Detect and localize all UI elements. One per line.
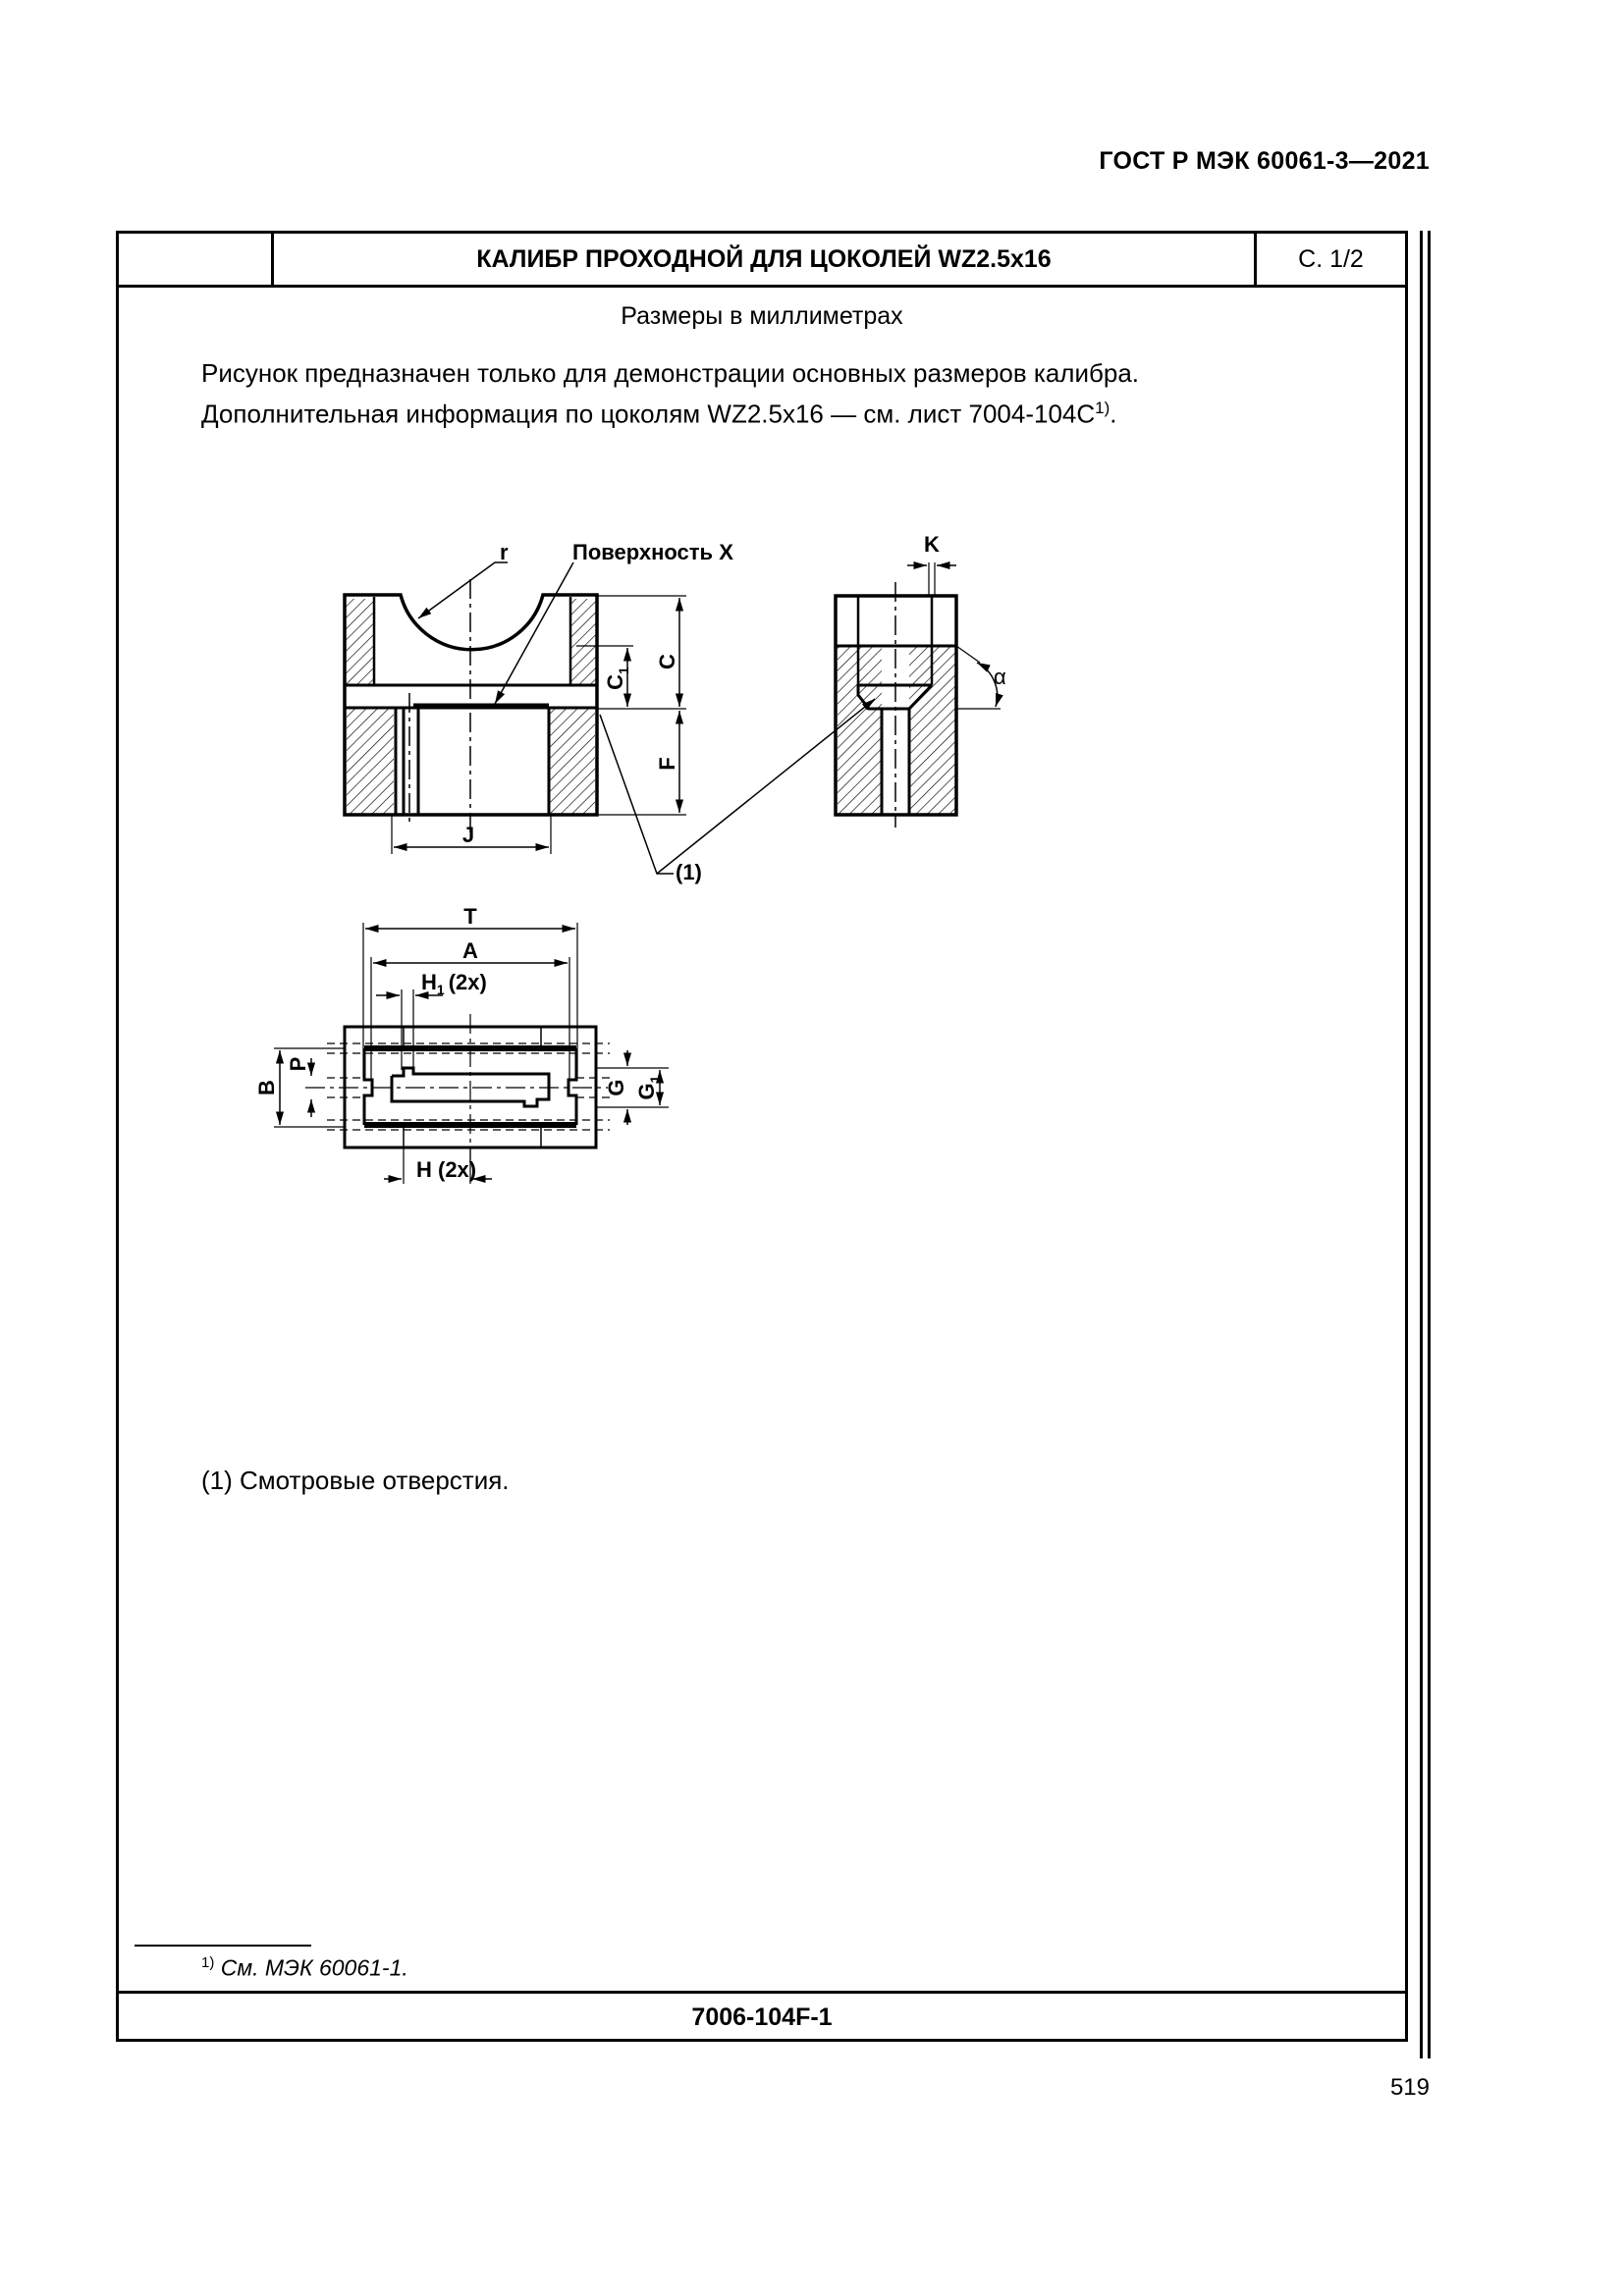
frame-double-line [1428,231,1431,2058]
page-number: 519 [1389,2074,1430,2101]
leader-line [495,562,573,704]
label-c1-sub: 1 [616,667,631,674]
hatch-area [347,709,394,814]
hatch-area [838,646,882,815]
label-k: K [924,532,940,557]
label-b: B [254,1080,279,1095]
label-g: G [604,1079,628,1096]
label-alpha: α [994,665,1006,689]
label-h1-sub: 1 [436,982,445,997]
extension-line [956,646,980,663]
label-surface-x: Поверхность X [572,540,733,564]
label-g1-sub: 1 [647,1075,663,1084]
hatch-area [571,599,596,685]
footnote [201,1954,408,1982]
intro-line-2-end: . [1110,399,1117,429]
label-c1 [603,667,631,690]
sheet-title: КАЛИБР ПРОХОДНОЙ ДЛЯ ЦОКОЛЕЙ WZ2.5x16 [476,245,1052,273]
label-h1 [421,970,487,997]
side-view [836,562,1001,828]
sheet-frame [116,231,1408,2042]
label-h1-count: (2x) [448,970,487,994]
standard-number: ГОСТ Р МЭК 60061-3—2021 [1099,147,1430,175]
units-note: Размеры в миллиметрах [621,302,903,330]
hatch-area [550,709,595,814]
label-j: J [461,823,475,847]
footer-block [119,1991,1405,2042]
footnote-rule [135,1945,311,1947]
label-g1-main: G [634,1083,659,1100]
label-c: C [655,654,679,669]
label-t: T [463,904,477,929]
sheet-number: С. 1/2 [1298,245,1364,273]
label-f: F [655,757,679,771]
label-c1-main: C [603,673,627,690]
leader-line [600,715,674,874]
label-ref-1: (1) [676,860,702,884]
leader-line [418,562,508,618]
viewing-holes-note: (1) Смотровые отверстия. [201,1466,510,1495]
frame-double-line [1420,231,1423,2058]
label-r: r [500,540,509,564]
footnote-marker: 1) [201,1954,215,1971]
label-a: A [462,938,478,963]
label-g1 [634,1075,663,1099]
label-h: H (2x) [416,1157,477,1182]
footnote-ref: 1) [1095,399,1110,417]
label-p: P [286,1056,310,1072]
intro-line-1: Рисунок предназначен только для демонстрации основных размеров калибра. [201,358,1140,388]
gauge-drawing [119,234,1405,1942]
footnote-text: См. МЭК 60061-1. [220,1954,408,1981]
label-h1-main: H [421,970,437,994]
sheet-code: 7006-104F-1 [691,2003,833,2031]
intro-line-2-text: Дополнительная информация по цоколям WZ2.5x16 — см. лист 7004-104C [201,399,1096,429]
front-view [345,562,875,874]
hatch-area [345,599,374,685]
